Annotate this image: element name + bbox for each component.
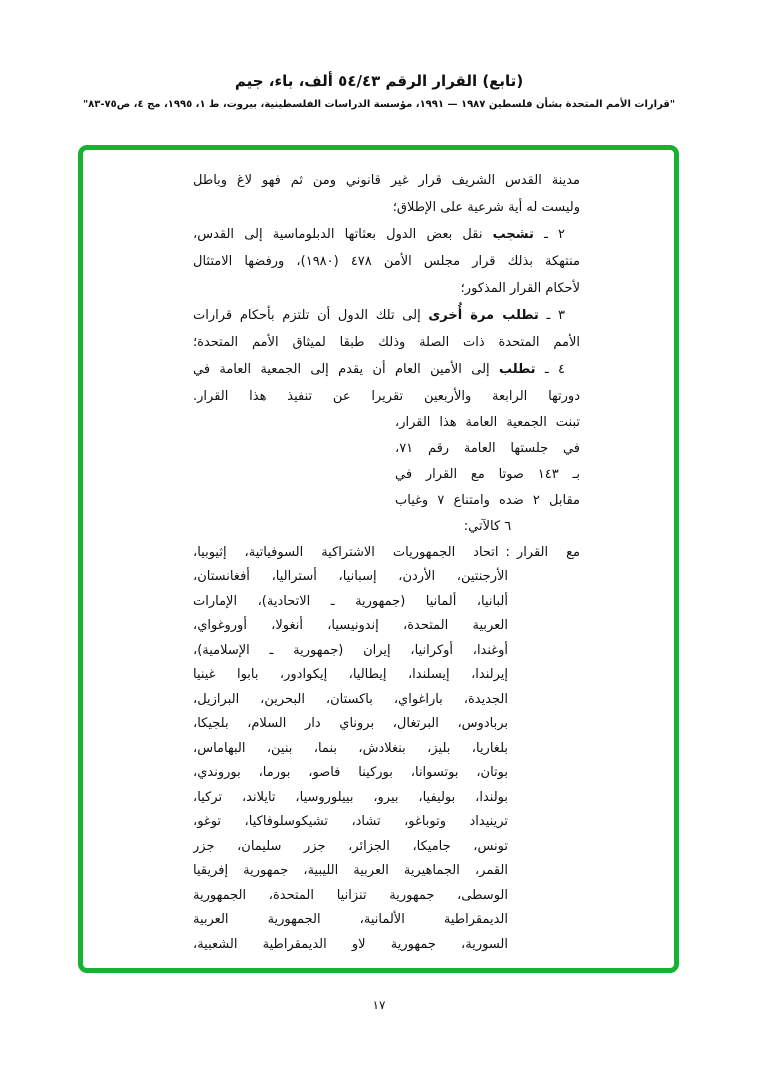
page-number: ١٧ [372,998,386,1012]
country-line: بلغاريا، بليز، بنغلادش، بنما، بنين، البهاماس، [193,740,508,756]
text-line [193,167,580,194]
adoption-line: تبنت الجمعية العامة هذا القرار، [395,415,580,430]
text-line [193,248,580,275]
adoption-line: ٦ كالآتي: [463,519,512,534]
country-list [193,565,508,957]
country-line: بولندا، بوليفيا، بيرو، بييلوروسيا، تايلاند، تركيا، [193,789,508,805]
country-line: الوسطى، جمهورية تنزانيا المتحدة، الجمهورية [193,887,508,903]
line-text: إلى تلك الدول أن تلتزم بأحكام قرارات [193,308,429,323]
text-line [193,221,580,248]
vote-for-row [193,540,580,565]
country-line: بوتان، بوتسوانا، بوركينا فاصو، بورما، بوروندي، [193,765,508,780]
country-line: الجديدة، باراغواي، باكستان، البحرين، البرازيل، [193,691,508,707]
line-text: إلى الأمين العام أن يقدم إلى الجمعية العامة في [193,362,499,377]
vote-colon: : [505,545,510,560]
adoption-line: في جلستها العامة رقم ٧١، [395,441,580,456]
country-line: الأرجنتين، الأردن، إسبانيا، أستراليا، أفغانستان، [193,569,508,584]
adoption-line: بـ ١٤٣ صوتا مع القرار في [395,467,580,482]
line-text: نقل بعض الدول بعثاتها الدبلوماسية إلى القدس، [193,227,493,242]
country-line: السورية، جمهورية لاو الديمقراطية الشعبية، [193,936,508,952]
country-line: بربادوس، البرتغال، بروناي دار السلام، بلجيكا، [193,716,508,731]
resolution-text [83,150,674,957]
line-text: دورتها الرابعة والأربعين تقريرا عن تنفيذ هذا القرار. [193,389,580,404]
line-text: الأمم المتحدة ذات الصلة وذلك طبقا لميثاق الأمم المتحدة؛ [193,335,580,350]
item-number: ٤ ـ [535,362,565,377]
text-line [193,302,580,329]
adoption-note [395,410,580,540]
line-text: مدينة القدس الشريف قرار غير قانوني ومن ثم فهو لاغ وباطل [193,173,580,188]
country-line: إيرلندا، إيسلندا، إيطاليا، إيكوادور، بابوا غينيا [193,667,508,682]
vote-label: مع القرار [516,545,580,560]
operative-verb: تطلب [498,362,536,377]
country-line: العربية المتحدة، إندونيسيا، أنغولا، أوروغواي، [193,618,508,633]
country-line: ترينيداد وتوباغو، تشاد، تشيكوسلوفاكيا، توغو، [193,814,508,829]
country-line: تونس، جاميكا، الجزائر، جزر سليمان، جزر [193,838,508,854]
text-line [193,275,580,302]
text-line [193,329,580,356]
line-text: لأحكام القرار المذكور؛ [460,281,580,296]
country-line: ألبانيا، ألمانيا (جمهورية ـ الاتحادية)، الإمارات [193,593,508,609]
page-header [0,72,758,110]
text-line [193,356,580,383]
item-number: ٣ ـ [538,308,565,323]
resolution-paragraphs [193,167,580,410]
item-number: ٢ ـ [533,227,566,242]
text-line [193,194,580,221]
country-line: الديمقراطية الألمانية، الجمهورية العربية [193,912,508,927]
text-line [193,383,580,410]
page-title: (تابع) القرار الرقم ٥٤/٤٣ ألف، باء، جيم [234,72,524,90]
vote-first-line: اتحاد الجمهوريات الاشتراكية السوفياتية، إثيوبيا، [193,545,499,560]
source-citation: "قرارات الأمم المتحدة بشأن فلسطين ١٩٨٧ — ١٩٩١، مؤسسة الدراسات الفلسطينية، بيروت، ط ١، ١٩٩٥، مج ٤، ص٧٥-٨٣" [82,99,676,110]
country-line: أوغندا، أوكرانيا، إيران (جمهورية ـ الإسلامية)، [193,642,508,658]
operative-verb: تطلب مرة أُخرى [428,308,539,323]
resolution-highlight-box [78,145,679,973]
line-text: منتهكة بذلك قرار مجلس الأمن ٤٧٨ (١٩٨٠)، ورفضها الامتثال [193,254,580,269]
line-text: وليست له أية شرعية على الإطلاق؛ [392,200,580,215]
page-footer [0,998,758,1012]
adoption-line: مقابل ٢ ضده وامتناع ٧ وغياب [395,493,580,508]
country-line: القمر، الجماهيرية العربية الليبية، جمهورية إفريقيا [193,863,508,878]
operative-verb: تشجب [492,227,534,242]
